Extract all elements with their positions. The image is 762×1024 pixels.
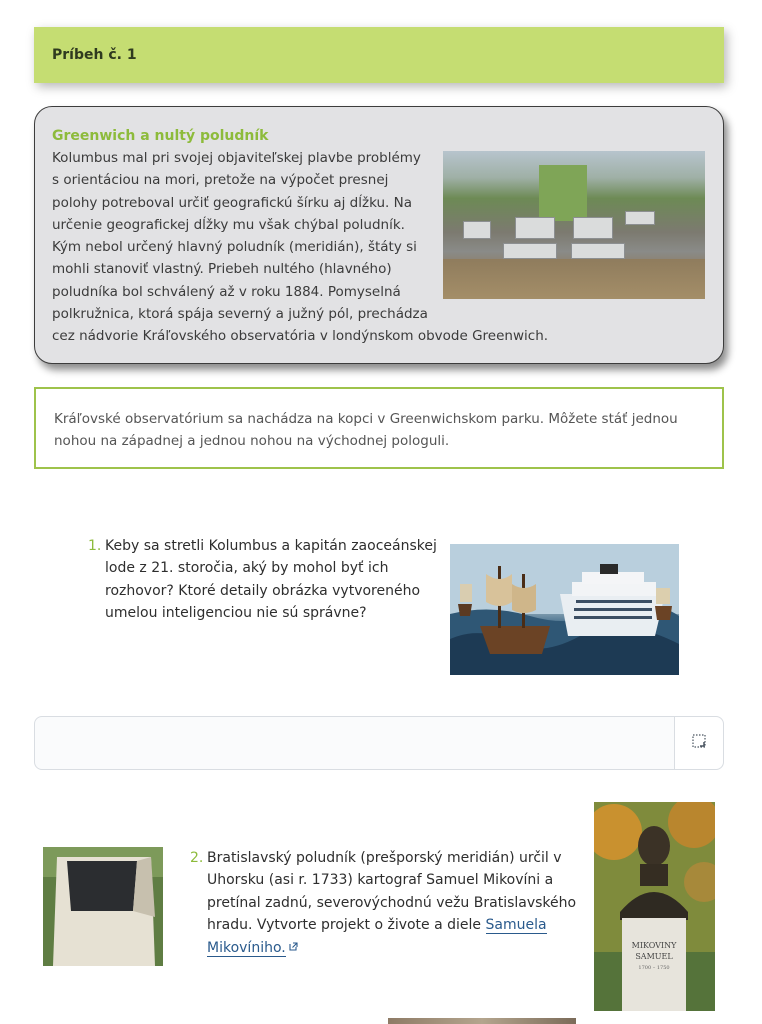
- bust-years: 1700 – 1750: [638, 965, 670, 971]
- mikovini-link[interactable]: Samuela Mikovíniho.: [207, 916, 547, 957]
- note-text: Kráľovské observatórium sa nachádza na kopci v Greenwichskom parku. Môžete stáť jednou nohou na západnej a jednou nohou na východnej pologuli.: [54, 411, 678, 449]
- info-card: [34, 106, 724, 364]
- meridian-plaque-photo: [43, 847, 163, 966]
- story-header: [34, 27, 724, 83]
- greenwich-aerial-photo: [443, 151, 705, 299]
- bust-name-line1: MIKOVINY: [631, 941, 677, 950]
- question-2: [190, 847, 595, 959]
- story-title: Príbeh č. 1: [52, 47, 137, 63]
- note-box: [34, 387, 724, 469]
- answer-input[interactable]: [35, 717, 675, 769]
- info-card-title: Greenwich a nultý poludník: [52, 128, 269, 144]
- external-link-icon: [289, 936, 298, 958]
- expand-icon: [691, 733, 707, 753]
- bottom-photo: [388, 1018, 576, 1024]
- answer-expand-button[interactable]: [674, 717, 723, 769]
- mikovini-bust-photo: [594, 802, 715, 1011]
- ships-ai-image: [450, 544, 679, 675]
- question-2-number: 2.: [190, 850, 204, 866]
- answer-field: [34, 716, 724, 770]
- question-2-body: [207, 847, 595, 959]
- question-1: [88, 535, 443, 624]
- question-2-text: Bratislavský poludník (prešporský meridián) určil v Uhorsku (asi r. 1733) kartograf Samuel Mikovíni a pretínal zadnú, severovýchodnú vežu Bratislavského hradu. Vytvorte projekt o živote a diele: [207, 850, 577, 933]
- question-1-number: 1.: [88, 538, 102, 554]
- info-card-text: Kolumbus mal pri svojej objaviteľskej plavbe problémy s orientáciou na mori, pretože na výpočet presnej polohy potreboval určiť geografickú šírku aj dĺžku. Na určenie geografickej dĺžky mu však chýbal poludník. Kým nebol určený hlavný poludník (meridián), štáty si mohli stanoviť vlastný. Priebeh nultého (hlavného) poludníka bol schválený až v roku 1884. Pomyselná polkružnica, ktorá spája severný a južný pól, prechádza cez nádvorie Kráľovského observatória v londýnskom obvode Greenwich.: [52, 150, 549, 345]
- bust-name-line2: SAMUEL: [635, 952, 673, 961]
- question-1-text: Keby sa stretli Kolumbus a kapitán zaoceánskej lode z 21. storočia, aký by mohol byť ich rozhovor? Ktoré detaily obrázka vytvoreného umelou inteligenciou nie sú správne?: [105, 538, 437, 621]
